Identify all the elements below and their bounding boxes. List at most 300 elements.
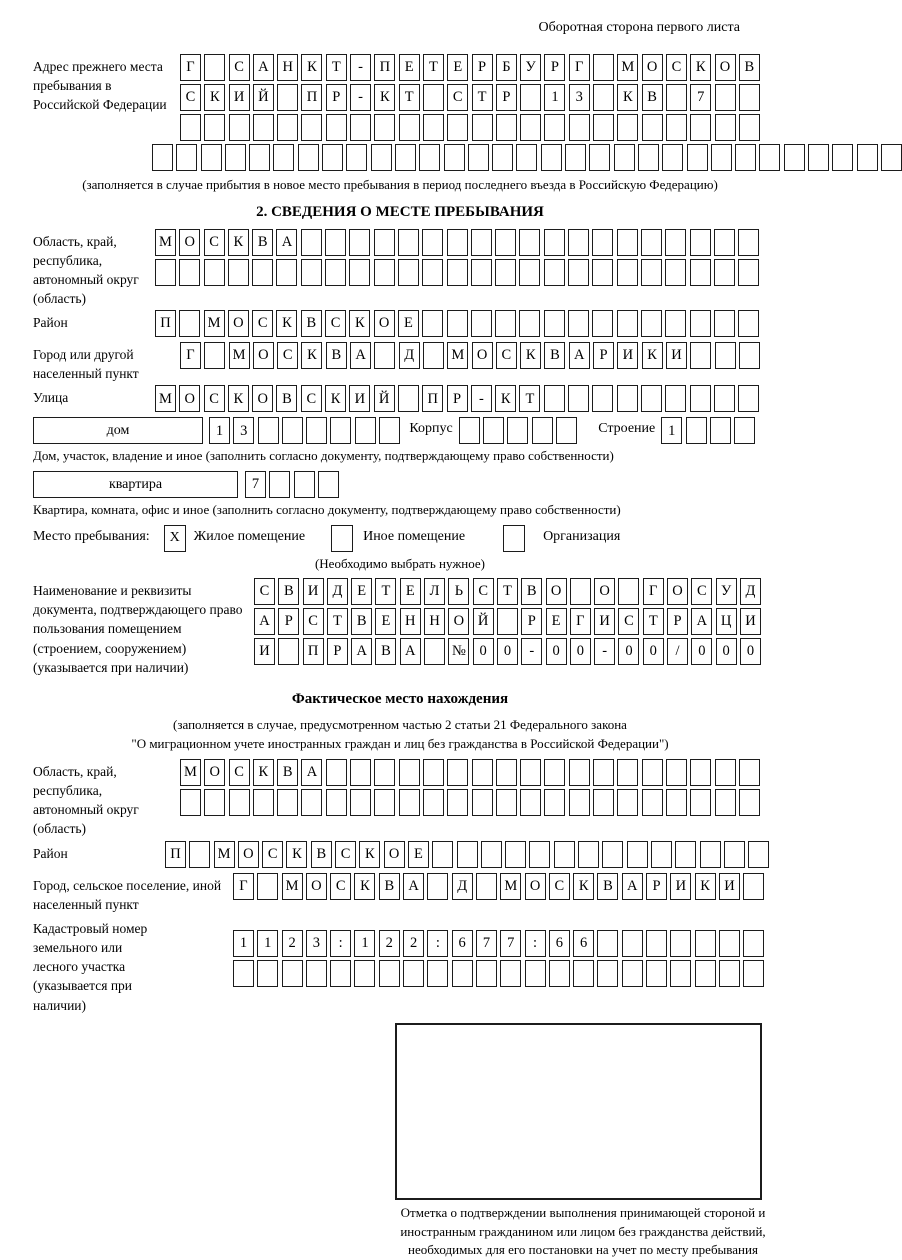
char-cell bbox=[495, 310, 516, 337]
char-cell: К bbox=[204, 84, 225, 111]
char-cell bbox=[294, 471, 315, 498]
char-cell: И bbox=[303, 578, 324, 605]
char-cell: С bbox=[229, 54, 250, 81]
char-cell: Т bbox=[375, 578, 396, 605]
char-cell bbox=[690, 342, 711, 369]
char-cell: В bbox=[351, 608, 372, 635]
char-cell: Т bbox=[423, 54, 444, 81]
region-row-2 bbox=[155, 259, 767, 286]
char-cell: О bbox=[472, 342, 493, 369]
char-cell: 7 bbox=[476, 930, 497, 957]
checkbox-other-premises bbox=[331, 525, 353, 552]
char-cell bbox=[519, 229, 540, 256]
char-cell: Р bbox=[327, 638, 348, 665]
char-cell bbox=[326, 789, 347, 816]
char-cell: У bbox=[716, 578, 737, 605]
char-cell: Л bbox=[424, 578, 445, 605]
char-cell: М bbox=[155, 229, 176, 256]
char-cell bbox=[617, 114, 638, 141]
char-cell bbox=[349, 229, 370, 256]
char-cell bbox=[690, 385, 711, 412]
char-cell: К bbox=[354, 873, 375, 900]
char-cell: : bbox=[525, 930, 546, 957]
char-cell: А bbox=[253, 54, 274, 81]
char-cell: № bbox=[448, 638, 469, 665]
char-cell bbox=[354, 960, 375, 987]
char-cell bbox=[627, 841, 648, 868]
char-cell bbox=[592, 385, 613, 412]
char-cell bbox=[277, 84, 298, 111]
cadastral-row-1 bbox=[233, 930, 767, 957]
char-cell: Р bbox=[521, 608, 542, 635]
char-cell bbox=[568, 310, 589, 337]
char-cell: И bbox=[617, 342, 638, 369]
char-cell bbox=[301, 229, 322, 256]
char-cell: М bbox=[282, 873, 303, 900]
char-cell bbox=[282, 417, 303, 444]
stroenie-cells bbox=[661, 417, 758, 444]
char-cell: Е bbox=[447, 54, 468, 81]
char-cell bbox=[204, 789, 225, 816]
char-cell: О bbox=[525, 873, 546, 900]
actual-region-field bbox=[33, 759, 767, 839]
char-cell bbox=[724, 841, 745, 868]
prev-address-rows bbox=[180, 54, 767, 174]
prev-address-field bbox=[33, 54, 767, 174]
char-cell bbox=[556, 417, 577, 444]
char-cell: М bbox=[155, 385, 176, 412]
char-cell bbox=[379, 960, 400, 987]
char-cell: - bbox=[594, 638, 615, 665]
document-row-2 bbox=[254, 608, 767, 635]
char-cell bbox=[427, 873, 448, 900]
char-cell bbox=[481, 841, 502, 868]
char-cell bbox=[301, 259, 322, 286]
char-cell bbox=[715, 342, 736, 369]
char-cell: К bbox=[617, 84, 638, 111]
char-cell bbox=[520, 114, 541, 141]
char-cell bbox=[252, 259, 273, 286]
char-cell: В bbox=[278, 578, 299, 605]
char-cell bbox=[641, 229, 662, 256]
char-cell bbox=[277, 114, 298, 141]
char-cell: М bbox=[204, 310, 225, 337]
char-cell bbox=[614, 144, 635, 171]
char-cell: 0 bbox=[497, 638, 518, 665]
char-cell bbox=[423, 114, 444, 141]
char-cell bbox=[258, 417, 279, 444]
char-cell: А bbox=[350, 342, 371, 369]
char-cell bbox=[881, 144, 902, 171]
street-rows bbox=[155, 385, 767, 415]
char-cell bbox=[642, 759, 663, 786]
char-cell bbox=[622, 930, 643, 957]
actual-city-field bbox=[33, 873, 767, 914]
char-cell bbox=[269, 471, 290, 498]
char-cell bbox=[374, 759, 395, 786]
region-field bbox=[33, 229, 767, 309]
char-cell bbox=[617, 759, 638, 786]
char-cell bbox=[229, 114, 250, 141]
char-cell bbox=[832, 144, 853, 171]
char-cell bbox=[592, 310, 613, 337]
char-cell: Е bbox=[398, 310, 419, 337]
char-cell bbox=[738, 259, 759, 286]
char-cell: К bbox=[228, 229, 249, 256]
char-cell: 1 bbox=[209, 417, 230, 444]
char-cell bbox=[748, 841, 769, 868]
char-cell: 3 bbox=[233, 417, 254, 444]
char-cell: Д bbox=[452, 873, 473, 900]
char-cell: П bbox=[165, 841, 186, 868]
char-cell bbox=[666, 84, 687, 111]
char-cell: Й bbox=[374, 385, 395, 412]
char-cell bbox=[427, 960, 448, 987]
char-cell: К bbox=[325, 385, 346, 412]
prev-address-row-3 bbox=[180, 114, 767, 141]
char-cell bbox=[179, 259, 200, 286]
char-cell: Й bbox=[473, 608, 494, 635]
char-cell: И bbox=[349, 385, 370, 412]
char-cell bbox=[715, 789, 736, 816]
char-cell: К bbox=[695, 873, 716, 900]
char-cell: Г bbox=[569, 54, 590, 81]
char-cell bbox=[719, 960, 740, 987]
char-cell bbox=[298, 144, 319, 171]
char-cell bbox=[739, 114, 760, 141]
section2-title: 2. СВЕДЕНИЯ О МЕСТЕ ПРЕБЫВАНИЯ bbox=[256, 203, 544, 220]
stay-type-row bbox=[33, 525, 767, 552]
char-cell: Г bbox=[180, 342, 201, 369]
char-cell: Ц bbox=[716, 608, 737, 635]
region-rows bbox=[155, 229, 767, 289]
char-cell: О bbox=[642, 54, 663, 81]
header-note: Оборотная сторона первого листа bbox=[538, 20, 740, 35]
char-cell: В bbox=[276, 385, 297, 412]
char-cell bbox=[597, 930, 618, 957]
char-cell bbox=[350, 789, 371, 816]
char-cell bbox=[423, 759, 444, 786]
confirmation-mark-caption: Отметка о подтверждении выполнения принимающей стороной и иностранным гражданином или лицом без гражданства действий, необходимых для его постановки на учет по месту пребывания bbox=[400, 1204, 766, 1258]
char-cell: С bbox=[473, 578, 494, 605]
char-cell: К bbox=[642, 342, 663, 369]
char-cell bbox=[471, 310, 492, 337]
char-cell bbox=[622, 960, 643, 987]
char-cell bbox=[592, 259, 613, 286]
char-cell bbox=[306, 960, 327, 987]
char-cell: П bbox=[301, 84, 322, 111]
char-cell: Р bbox=[496, 84, 517, 111]
char-cell bbox=[738, 229, 759, 256]
char-cell bbox=[651, 841, 672, 868]
char-cell: М bbox=[447, 342, 468, 369]
char-cell bbox=[249, 144, 270, 171]
char-cell bbox=[500, 960, 521, 987]
char-cell bbox=[519, 259, 540, 286]
char-cell bbox=[447, 259, 468, 286]
char-cell bbox=[452, 960, 473, 987]
char-cell bbox=[496, 759, 517, 786]
char-cell: А bbox=[622, 873, 643, 900]
char-cell bbox=[808, 144, 829, 171]
char-cell bbox=[665, 229, 686, 256]
char-cell: О bbox=[238, 841, 259, 868]
char-cell bbox=[330, 960, 351, 987]
char-cell bbox=[179, 310, 200, 337]
char-cell bbox=[233, 960, 254, 987]
char-cell bbox=[686, 417, 707, 444]
char-cell: П bbox=[155, 310, 176, 337]
char-cell bbox=[278, 638, 299, 665]
district-row bbox=[155, 310, 767, 337]
char-cell: В bbox=[375, 638, 396, 665]
char-cell bbox=[253, 114, 274, 141]
document-field bbox=[33, 578, 767, 677]
apartment-row bbox=[33, 471, 767, 498]
char-cell: 1 bbox=[257, 930, 278, 957]
char-cell bbox=[690, 114, 711, 141]
city-rows bbox=[180, 342, 767, 372]
char-cell bbox=[447, 229, 468, 256]
char-cell: В bbox=[597, 873, 618, 900]
char-cell bbox=[646, 960, 667, 987]
char-cell bbox=[325, 259, 346, 286]
char-cell: В bbox=[252, 229, 273, 256]
char-cell bbox=[398, 229, 419, 256]
char-cell bbox=[257, 960, 278, 987]
char-cell: Р bbox=[472, 54, 493, 81]
stay-type-note: (Необходимо выбрать нужное) bbox=[314, 555, 486, 571]
char-cell bbox=[597, 960, 618, 987]
char-cell bbox=[568, 385, 589, 412]
char-cell: В bbox=[642, 84, 663, 111]
char-cell bbox=[641, 385, 662, 412]
char-cell bbox=[457, 841, 478, 868]
apartment-note: Квартира, комната, офис и иное (заполнить согласно документу, подтверждающему право собственности) bbox=[33, 502, 621, 518]
char-cell: П bbox=[303, 638, 324, 665]
char-cell bbox=[399, 789, 420, 816]
char-cell bbox=[532, 417, 553, 444]
char-cell bbox=[569, 759, 590, 786]
char-cell bbox=[568, 229, 589, 256]
char-cell bbox=[371, 144, 392, 171]
char-cell bbox=[665, 310, 686, 337]
district-rows bbox=[155, 310, 767, 340]
apartment-cells bbox=[245, 471, 342, 498]
char-cell bbox=[204, 342, 225, 369]
char-cell bbox=[322, 144, 343, 171]
prev-address-note: (заполняется в случае прибытия в новое место пребывания в период последнего въезда в Российскую Федерацию) bbox=[82, 177, 718, 192]
char-cell: О bbox=[228, 310, 249, 337]
char-cell: С bbox=[549, 873, 570, 900]
char-cell: Р bbox=[593, 342, 614, 369]
char-cell: В bbox=[326, 342, 347, 369]
char-cell bbox=[204, 114, 225, 141]
char-cell bbox=[570, 578, 591, 605]
char-cell bbox=[253, 789, 274, 816]
char-cell: 2 bbox=[403, 930, 424, 957]
char-cell bbox=[743, 960, 764, 987]
char-cell: С bbox=[325, 310, 346, 337]
char-cell bbox=[569, 789, 590, 816]
char-cell bbox=[568, 259, 589, 286]
char-cell: А bbox=[400, 638, 421, 665]
char-cell bbox=[374, 789, 395, 816]
document-label: Наименование и реквизиты документа, подтверждающего право пользования помещением (строением, сооружением) (указывается при наличии) bbox=[33, 583, 243, 675]
char-cell: 7 bbox=[245, 471, 266, 498]
char-cell bbox=[715, 84, 736, 111]
char-cell bbox=[525, 960, 546, 987]
char-cell bbox=[176, 144, 197, 171]
char-cell: К bbox=[520, 342, 541, 369]
char-cell bbox=[784, 144, 805, 171]
char-cell bbox=[444, 144, 465, 171]
char-cell: К bbox=[301, 54, 322, 81]
house-note: Дом, участок, владение и иное (заполнить согласно документу, подтверждающему право собственности) bbox=[33, 448, 614, 464]
char-cell bbox=[569, 114, 590, 141]
char-cell: П bbox=[422, 385, 443, 412]
checkbox-organization bbox=[503, 525, 525, 552]
char-cell bbox=[719, 930, 740, 957]
char-cell bbox=[666, 114, 687, 141]
char-cell bbox=[642, 789, 663, 816]
char-cell bbox=[565, 144, 586, 171]
house-row bbox=[33, 417, 767, 444]
city-label: Город или другой населенный пункт bbox=[33, 347, 139, 382]
char-cell: О bbox=[594, 578, 615, 605]
cadastral-rows bbox=[233, 916, 767, 990]
char-cell bbox=[549, 960, 570, 987]
char-cell bbox=[739, 84, 760, 111]
char-cell bbox=[496, 114, 517, 141]
char-cell bbox=[276, 259, 297, 286]
actual-region-rows bbox=[180, 759, 767, 819]
char-cell bbox=[403, 960, 424, 987]
char-cell: Г bbox=[233, 873, 254, 900]
char-cell: 3 bbox=[569, 84, 590, 111]
char-cell: В bbox=[311, 841, 332, 868]
char-cell bbox=[318, 471, 339, 498]
char-cell: С bbox=[254, 578, 275, 605]
char-cell bbox=[374, 342, 395, 369]
char-cell: Г bbox=[643, 578, 664, 605]
char-cell bbox=[519, 310, 540, 337]
char-cell: И bbox=[740, 608, 761, 635]
actual-region-label: Область, край, республика, автономный округ (область) bbox=[33, 764, 139, 837]
char-cell: 1 bbox=[354, 930, 375, 957]
char-cell: Е bbox=[399, 54, 420, 81]
char-cell: С bbox=[330, 873, 351, 900]
char-cell: Т bbox=[497, 578, 518, 605]
char-cell bbox=[398, 385, 419, 412]
char-cell bbox=[687, 144, 708, 171]
char-cell: С bbox=[262, 841, 283, 868]
char-cell bbox=[330, 417, 351, 444]
char-cell: Д bbox=[327, 578, 348, 605]
char-cell: 6 bbox=[452, 930, 473, 957]
char-cell bbox=[325, 229, 346, 256]
char-cell bbox=[665, 259, 686, 286]
char-cell: С bbox=[447, 84, 468, 111]
char-cell: Н bbox=[400, 608, 421, 635]
char-cell: О bbox=[253, 342, 274, 369]
char-cell bbox=[419, 144, 440, 171]
char-cell bbox=[641, 259, 662, 286]
char-cell: 1 bbox=[544, 84, 565, 111]
char-cell: И bbox=[594, 608, 615, 635]
char-cell bbox=[306, 417, 327, 444]
char-cell: К bbox=[301, 342, 322, 369]
char-cell: 6 bbox=[549, 930, 570, 957]
char-cell bbox=[690, 759, 711, 786]
char-cell: Е bbox=[351, 578, 372, 605]
char-cell: Д bbox=[399, 342, 420, 369]
char-cell bbox=[516, 144, 537, 171]
char-cell: А bbox=[301, 759, 322, 786]
stroenie-label: Строение bbox=[598, 421, 656, 437]
char-cell bbox=[189, 841, 210, 868]
char-cell bbox=[374, 114, 395, 141]
char-cell: С bbox=[252, 310, 273, 337]
char-cell bbox=[711, 144, 732, 171]
char-cell bbox=[700, 841, 721, 868]
char-cell bbox=[374, 259, 395, 286]
char-cell: 0 bbox=[618, 638, 639, 665]
char-cell: 3 bbox=[306, 930, 327, 957]
char-cell bbox=[641, 310, 662, 337]
char-cell: С bbox=[691, 578, 712, 605]
char-cell: Т bbox=[326, 54, 347, 81]
char-cell bbox=[695, 960, 716, 987]
char-cell: А bbox=[254, 608, 275, 635]
char-cell bbox=[541, 144, 562, 171]
char-cell bbox=[554, 841, 575, 868]
char-cell bbox=[666, 759, 687, 786]
char-cell: : bbox=[427, 930, 448, 957]
char-cell bbox=[544, 259, 565, 286]
char-cell bbox=[593, 789, 614, 816]
char-cell: О bbox=[546, 578, 567, 605]
region-label: Область, край, республика, автономный округ (область) bbox=[33, 233, 139, 307]
char-cell bbox=[617, 789, 638, 816]
char-cell bbox=[617, 259, 638, 286]
char-cell: - bbox=[521, 638, 542, 665]
char-cell: Р bbox=[278, 608, 299, 635]
stay-type-option-organization: Организация bbox=[543, 528, 621, 544]
char-cell: К bbox=[374, 84, 395, 111]
char-cell: В bbox=[521, 578, 542, 605]
char-cell: О bbox=[252, 385, 273, 412]
actual-district-field bbox=[33, 841, 767, 871]
char-cell: А bbox=[691, 608, 712, 635]
char-cell bbox=[422, 229, 443, 256]
char-cell: Е bbox=[408, 841, 429, 868]
char-cell bbox=[665, 385, 686, 412]
char-cell: О bbox=[715, 54, 736, 81]
char-cell bbox=[544, 114, 565, 141]
char-cell: К bbox=[349, 310, 370, 337]
char-cell: Н bbox=[277, 54, 298, 81]
char-cell bbox=[544, 385, 565, 412]
char-cell bbox=[476, 873, 497, 900]
char-cell bbox=[204, 259, 225, 286]
city-row bbox=[180, 342, 767, 369]
char-cell bbox=[617, 310, 638, 337]
char-cell: А bbox=[569, 342, 590, 369]
actual-city-row bbox=[233, 873, 767, 900]
char-cell: К bbox=[286, 841, 307, 868]
char-cell: Р bbox=[544, 54, 565, 81]
